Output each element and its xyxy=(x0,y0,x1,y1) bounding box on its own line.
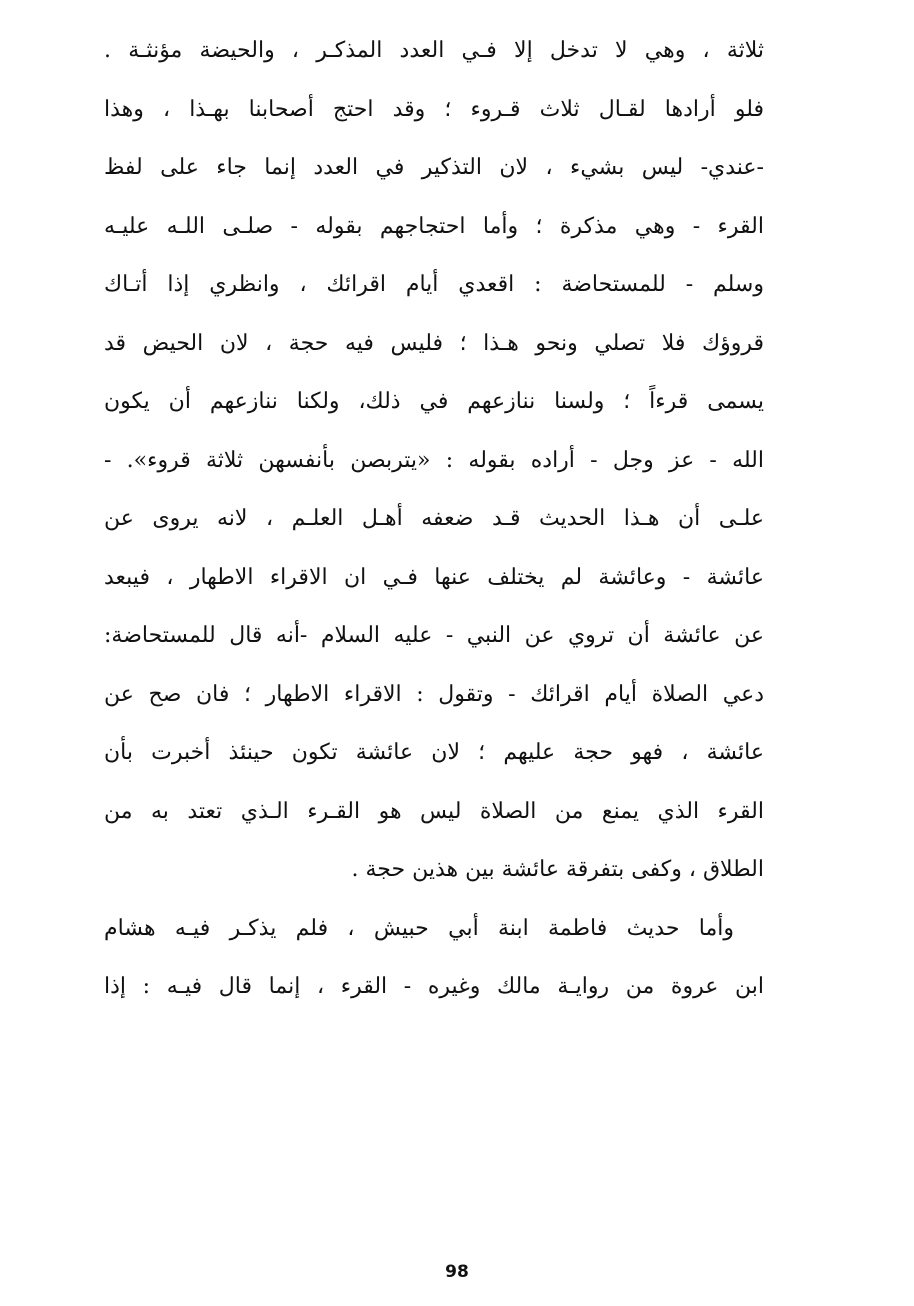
text-line: الطلاق ، وكفى بتفرقة عائشة بين هذين حجة . xyxy=(351,857,764,882)
text-line: وأما حديث فاطمة ابنة أبي حبيش ، فلم يذكـر فيـه هشام xyxy=(104,915,734,941)
text-line: قروؤك فلا تصلي ونحو هـذا ؛ فليس فيه حجة ، لان الحيض قد xyxy=(104,330,764,356)
body-text xyxy=(104,22,764,1017)
text-line: عائشة - وعائشة لم يختلف عنها فـي ان الاقراء الاطهار ، فيبعد xyxy=(104,564,764,590)
paragraph-2 xyxy=(104,900,764,1017)
text-line: علـى أن هـذا الحديث قـد ضعفه أهـل العلـم ، لانه يروى عن xyxy=(104,506,764,531)
paragraph-1 xyxy=(104,22,764,900)
text-line: الله - عز وجل - أراده بقوله : «يتربصن بأنفسهن ثلاثة قروء». - xyxy=(104,447,764,473)
text-line: عائشة ، فهو حجة عليهم ؛ لان عائشة تكون حينئذ أخبرت بأن xyxy=(104,740,764,765)
text-line: فلو أرادها لقـال ثلاث قـروء ؛ وقد احتج أصحابنا بهـذا ، وهذا xyxy=(104,96,764,122)
text-line: يسمى قرءاً ؛ ولسنا ننازعهم في ذلك، ولكنا ننازعهم أن يكون xyxy=(104,389,764,414)
page-number: 98 xyxy=(445,1262,469,1282)
text-line: القرء - وهي مذكرة ؛ وأما احتجاجهم بقوله - صلـى اللـه عليـه xyxy=(104,213,764,239)
text-line: دعي الصلاة أيام اقرائك - وتقول : الاقراء الاطهار ؛ فان صح عن xyxy=(104,681,764,707)
text-line: -عندي- ليس بشيء ، لان التذكير في العدد إنما جاء على لفظ xyxy=(104,155,764,180)
text-line: ثلاثة ، وهي لا تدخل إلا فـي العدد المذكـر ، والحيضة مؤنثـة . xyxy=(104,38,764,63)
text-line: القرء الذي يمنع من الصلاة ليس هو القـرء الـذي تعتد به من xyxy=(104,798,764,824)
text-line: عن عائشة أن تروي عن النبي - عليه السلام -أنه قال للمستحاضة: xyxy=(104,623,764,648)
text-line: وسلم - للمستحاضة : اقعدي أيام اقرائك ، وانظري إذا أتـاك xyxy=(104,272,764,297)
text-line: ابن عروة من روايـة مالك وغيره - القرء ، إنما قال فيـه : إذا xyxy=(104,974,764,999)
